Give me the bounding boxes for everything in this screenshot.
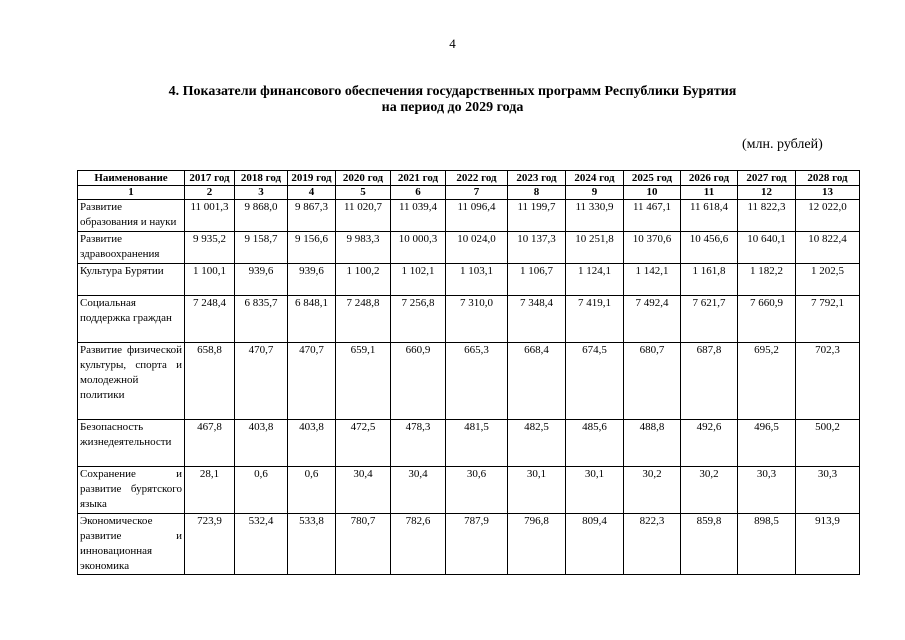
value-cell: 1 106,7: [508, 264, 566, 296]
value-cell: 472,5: [336, 420, 391, 467]
value-cell: 9 868,0: [235, 200, 288, 232]
header-2026: 2026 год: [681, 171, 738, 186]
value-cell: 780,7: [336, 514, 391, 575]
program-name-cell: Развитие образования и науки: [78, 200, 185, 232]
value-cell: 695,2: [738, 343, 796, 420]
table-row: [78, 420, 860, 467]
value-cell: 467,8: [185, 420, 235, 467]
column-number: 12: [738, 186, 796, 200]
value-cell: 30,3: [738, 467, 796, 514]
value-cell: 470,7: [235, 343, 288, 420]
table-row: [78, 514, 860, 575]
value-cell: 659,1: [336, 343, 391, 420]
value-cell: 796,8: [508, 514, 566, 575]
table-title-line-1: 4. Показатели финансового обеспечения государственных программ Республики Бурятия: [168, 84, 737, 99]
value-cell: 403,8: [288, 420, 336, 467]
program-name-cell: Безопасность жизнедеятельности: [78, 420, 185, 467]
program-name-cell: Экономическое развитие и инновационная экономика: [78, 514, 185, 575]
header-2022: 2022 год: [446, 171, 508, 186]
header-2024: 2024 год: [566, 171, 624, 186]
financing-table: [77, 170, 860, 575]
value-cell: 939,6: [288, 264, 336, 296]
value-cell: 28,1: [185, 467, 235, 514]
header-2027: 2027 год: [738, 171, 796, 186]
page-number: 4: [449, 36, 456, 51]
value-cell: 1 124,1: [566, 264, 624, 296]
value-cell: 30,6: [446, 467, 508, 514]
value-cell: 492,6: [681, 420, 738, 467]
value-cell: 478,3: [391, 420, 446, 467]
value-cell: 11 001,3: [185, 200, 235, 232]
value-cell: 10 370,6: [624, 232, 681, 264]
value-cell: 787,9: [446, 514, 508, 575]
value-cell: 1 100,1: [185, 264, 235, 296]
value-cell: 9 158,7: [235, 232, 288, 264]
value-cell: 500,2: [796, 420, 860, 467]
header-2025: 2025 год: [624, 171, 681, 186]
value-cell: 30,4: [336, 467, 391, 514]
value-cell: 9 156,6: [288, 232, 336, 264]
value-cell: 1 202,5: [796, 264, 860, 296]
column-number-row: [78, 186, 860, 200]
table-row: [78, 200, 860, 232]
value-cell: 11 020,7: [336, 200, 391, 232]
value-cell: 7 621,7: [681, 296, 738, 343]
units-label: (млн. рублей): [742, 137, 823, 152]
value-cell: 7 492,4: [624, 296, 681, 343]
value-cell: 11 330,9: [566, 200, 624, 232]
value-cell: 30,2: [681, 467, 738, 514]
value-cell: 898,5: [738, 514, 796, 575]
header-2028: 2028 год: [796, 171, 860, 186]
value-cell: 10 640,1: [738, 232, 796, 264]
program-name-cell: Социальная поддержка граждан: [78, 296, 185, 343]
value-cell: 809,4: [566, 514, 624, 575]
column-number: 5: [336, 186, 391, 200]
header-2017: 2017 год: [185, 171, 235, 186]
value-cell: 1 142,1: [624, 264, 681, 296]
value-cell: 0,6: [235, 467, 288, 514]
value-cell: 11 618,4: [681, 200, 738, 232]
header-name: Наименование: [78, 171, 185, 186]
value-cell: 7 660,9: [738, 296, 796, 343]
program-name-cell: Сохранение и развитие бурятского языка: [78, 467, 185, 514]
value-cell: 1 103,1: [446, 264, 508, 296]
column-number: 6: [391, 186, 446, 200]
column-number: 8: [508, 186, 566, 200]
column-number: 9: [566, 186, 624, 200]
value-cell: 10 137,3: [508, 232, 566, 264]
value-cell: 0,6: [288, 467, 336, 514]
value-cell: 702,3: [796, 343, 860, 420]
value-cell: 7 256,8: [391, 296, 446, 343]
value-cell: 12 022,0: [796, 200, 860, 232]
table-row: [78, 296, 860, 343]
value-cell: 11 467,1: [624, 200, 681, 232]
value-cell: 7 310,0: [446, 296, 508, 343]
value-cell: 680,7: [624, 343, 681, 420]
table-title: [0, 84, 905, 116]
table-header-row: [78, 171, 860, 186]
value-cell: 822,3: [624, 514, 681, 575]
value-cell: 10 000,3: [391, 232, 446, 264]
value-cell: 30,4: [391, 467, 446, 514]
value-cell: 7 419,1: [566, 296, 624, 343]
value-cell: 1 161,8: [681, 264, 738, 296]
column-number: 7: [446, 186, 508, 200]
column-number: 13: [796, 186, 860, 200]
value-cell: 782,6: [391, 514, 446, 575]
value-cell: 11 096,4: [446, 200, 508, 232]
value-cell: 481,5: [446, 420, 508, 467]
value-cell: 939,6: [235, 264, 288, 296]
value-cell: 859,8: [681, 514, 738, 575]
value-cell: 723,9: [185, 514, 235, 575]
value-cell: 6 835,7: [235, 296, 288, 343]
header-2019: 2019 год: [288, 171, 336, 186]
header-2021: 2021 год: [391, 171, 446, 186]
value-cell: 485,6: [566, 420, 624, 467]
value-cell: 668,4: [508, 343, 566, 420]
value-cell: 7 248,8: [336, 296, 391, 343]
value-cell: 1 182,2: [738, 264, 796, 296]
header-2020: 2020 год: [336, 171, 391, 186]
value-cell: 470,7: [288, 343, 336, 420]
value-cell: 10 024,0: [446, 232, 508, 264]
value-cell: 11 039,4: [391, 200, 446, 232]
value-cell: 30,2: [624, 467, 681, 514]
value-cell: 532,4: [235, 514, 288, 575]
value-cell: 7 248,4: [185, 296, 235, 343]
value-cell: 7 348,4: [508, 296, 566, 343]
value-cell: 9 867,3: [288, 200, 336, 232]
table-row: [78, 343, 860, 420]
value-cell: 10 822,4: [796, 232, 860, 264]
value-cell: 660,9: [391, 343, 446, 420]
value-cell: 11 822,3: [738, 200, 796, 232]
column-number: 11: [681, 186, 738, 200]
value-cell: 913,9: [796, 514, 860, 575]
table-row: [78, 467, 860, 514]
value-cell: 7 792,1: [796, 296, 860, 343]
column-number: 1: [78, 186, 185, 200]
value-cell: 30,1: [508, 467, 566, 514]
value-cell: 11 199,7: [508, 200, 566, 232]
value-cell: 10 251,8: [566, 232, 624, 264]
value-cell: 30,3: [796, 467, 860, 514]
program-name-cell: Культура Бурятии: [78, 264, 185, 296]
table-title-line-2: на период до 2029 года: [381, 100, 524, 115]
value-cell: 30,1: [566, 467, 624, 514]
value-cell: 496,5: [738, 420, 796, 467]
program-name-cell: Развитие физической культуры, спорта и молодежной политики: [78, 343, 185, 420]
value-cell: 6 848,1: [288, 296, 336, 343]
column-number: 2: [185, 186, 235, 200]
header-2023: 2023 год: [508, 171, 566, 186]
value-cell: 658,8: [185, 343, 235, 420]
value-cell: 482,5: [508, 420, 566, 467]
value-cell: 665,3: [446, 343, 508, 420]
header-2018: 2018 год: [235, 171, 288, 186]
table-row: [78, 232, 860, 264]
value-cell: 488,8: [624, 420, 681, 467]
value-cell: 403,8: [235, 420, 288, 467]
column-number: 4: [288, 186, 336, 200]
table-body: [78, 200, 860, 575]
value-cell: 533,8: [288, 514, 336, 575]
column-number: 3: [235, 186, 288, 200]
value-cell: 674,5: [566, 343, 624, 420]
value-cell: 687,8: [681, 343, 738, 420]
value-cell: 1 100,2: [336, 264, 391, 296]
value-cell: 9 935,2: [185, 232, 235, 264]
table-row: [78, 264, 860, 296]
value-cell: 10 456,6: [681, 232, 738, 264]
value-cell: 9 983,3: [336, 232, 391, 264]
program-name-cell: Развитие здравоохранения: [78, 232, 185, 264]
value-cell: 1 102,1: [391, 264, 446, 296]
column-number: 10: [624, 186, 681, 200]
